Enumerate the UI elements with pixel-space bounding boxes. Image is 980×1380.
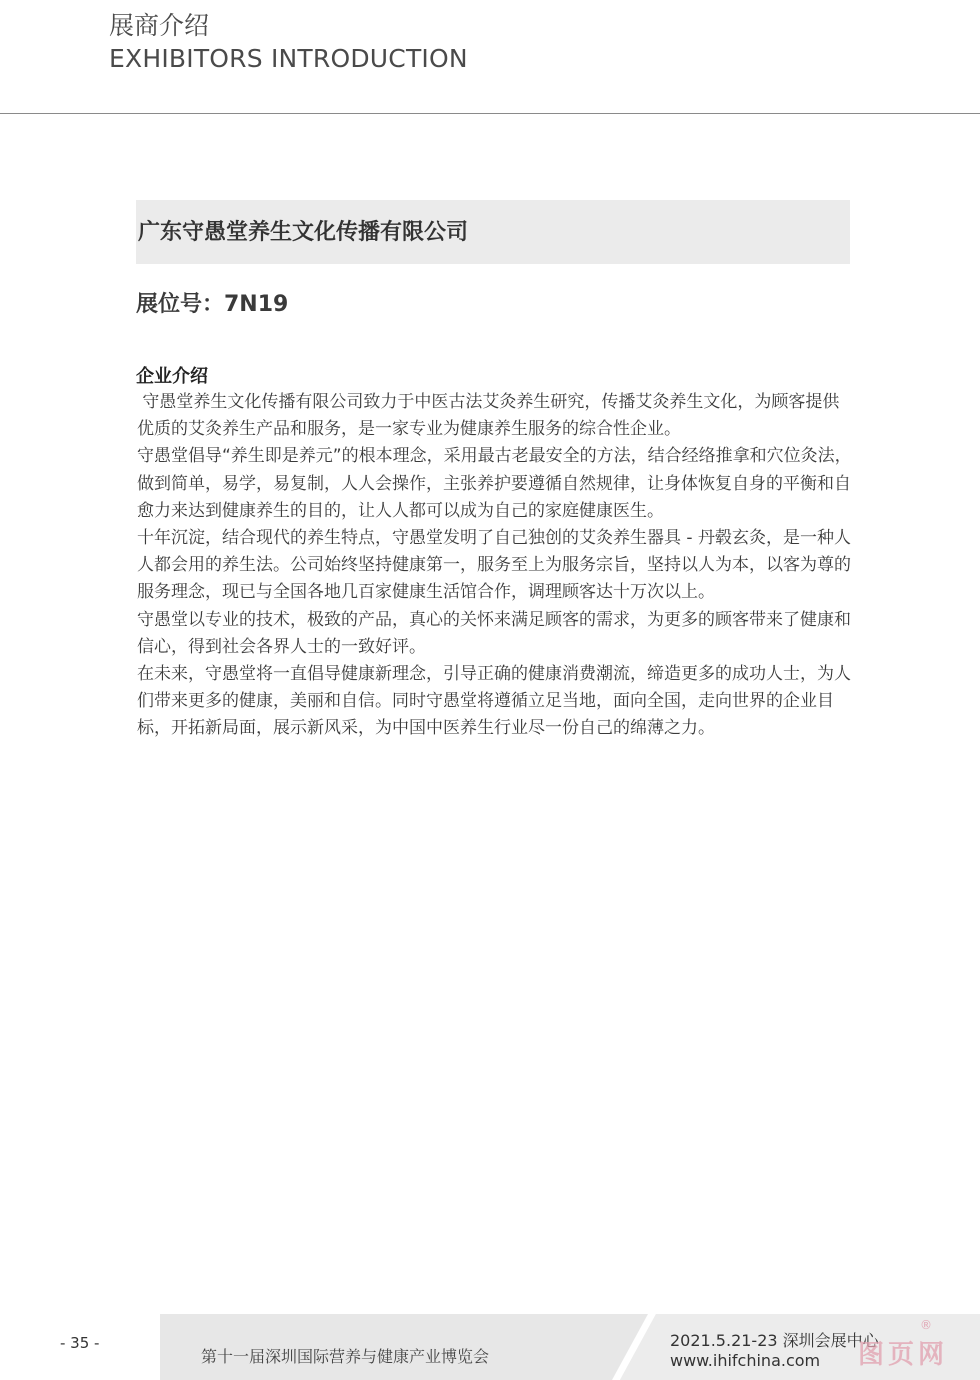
intro-paragraph: 守愚堂倡导“养生即是养元”的根本理念，采用最古老最安全的方法，结合经络推拿和穴位灸法，做到简单，易学，易复制，人人会操作，主张养护要遵循自然规律，让身体恢复自身的平衡和自愈力来达到健康养生的目的，让人人都可以成为自己的家庭健康医生。 (137, 446, 852, 521)
intro-paragraph: 守愚堂以专业的技术，极致的产品，真心的关怀来满足顾客的需求，为更多的顾客带来了健康和信心，得到社会各界人士的一致好评。 (137, 609, 851, 657)
expo-date-venue: 2021.5.21-23 深圳会展中心 (670, 1331, 879, 1350)
watermark-logo: 图页网 (858, 1340, 949, 1370)
booth-number: 展位号：7N19 (136, 292, 289, 317)
intro-paragraph: 在未来，守愚堂将一直倡导健康新理念，引导正确的健康消费潮流，缔造更多的成功人士，为人们带来更多的健康，美丽和自信。同时守愚堂将遵循立足当地，面向全国，走向世界的企业目标，开拓新局面，展示新风采，为中国中医养生行业尽一份自己的绵薄之力。 (137, 664, 851, 739)
expo-name: 第十一届深圳国际营养与健康产业博览会 (201, 1347, 490, 1366)
registered-mark: ® (920, 1318, 932, 1332)
intro-heading: 企业介绍 (136, 366, 208, 387)
header-divider (0, 113, 980, 114)
intro-body (137, 389, 853, 743)
company-name: 广东守愚堂养生文化传播有限公司 (138, 220, 469, 245)
page-number: - 35 - (60, 1334, 100, 1352)
expo-url[interactable]: www.ihifchina.com (670, 1351, 821, 1370)
intro-paragraph: 十年沉淀，结合现代的养生特点，守愚堂发明了自己独创的艾灸养生器具 - 丹毂玄灸，是一种人人都会用的养生法。公司始终坚持健康第一，服务至上为服务宗旨，坚持以人为本，以客为尊的服务理念，现已与全国各地几百家健康生活馆合作，调理顾客达十万次以上。 (137, 528, 851, 603)
company-name-bar (136, 200, 850, 264)
page-footer (0, 1314, 980, 1380)
intro-paragraph: 守愚堂养生文化传播有限公司致力于中医古法艾灸养生研究，传播艾灸养生文化，为顾客提供优质的艾灸养生产品和服务，是一家专业为健康养生服务的综合性企业。 (137, 392, 840, 440)
header-title-cn: 展商介绍 (109, 11, 210, 40)
header-title-en: EXHIBITORS INTRODUCTION (109, 44, 468, 73)
page-header (0, 0, 980, 114)
